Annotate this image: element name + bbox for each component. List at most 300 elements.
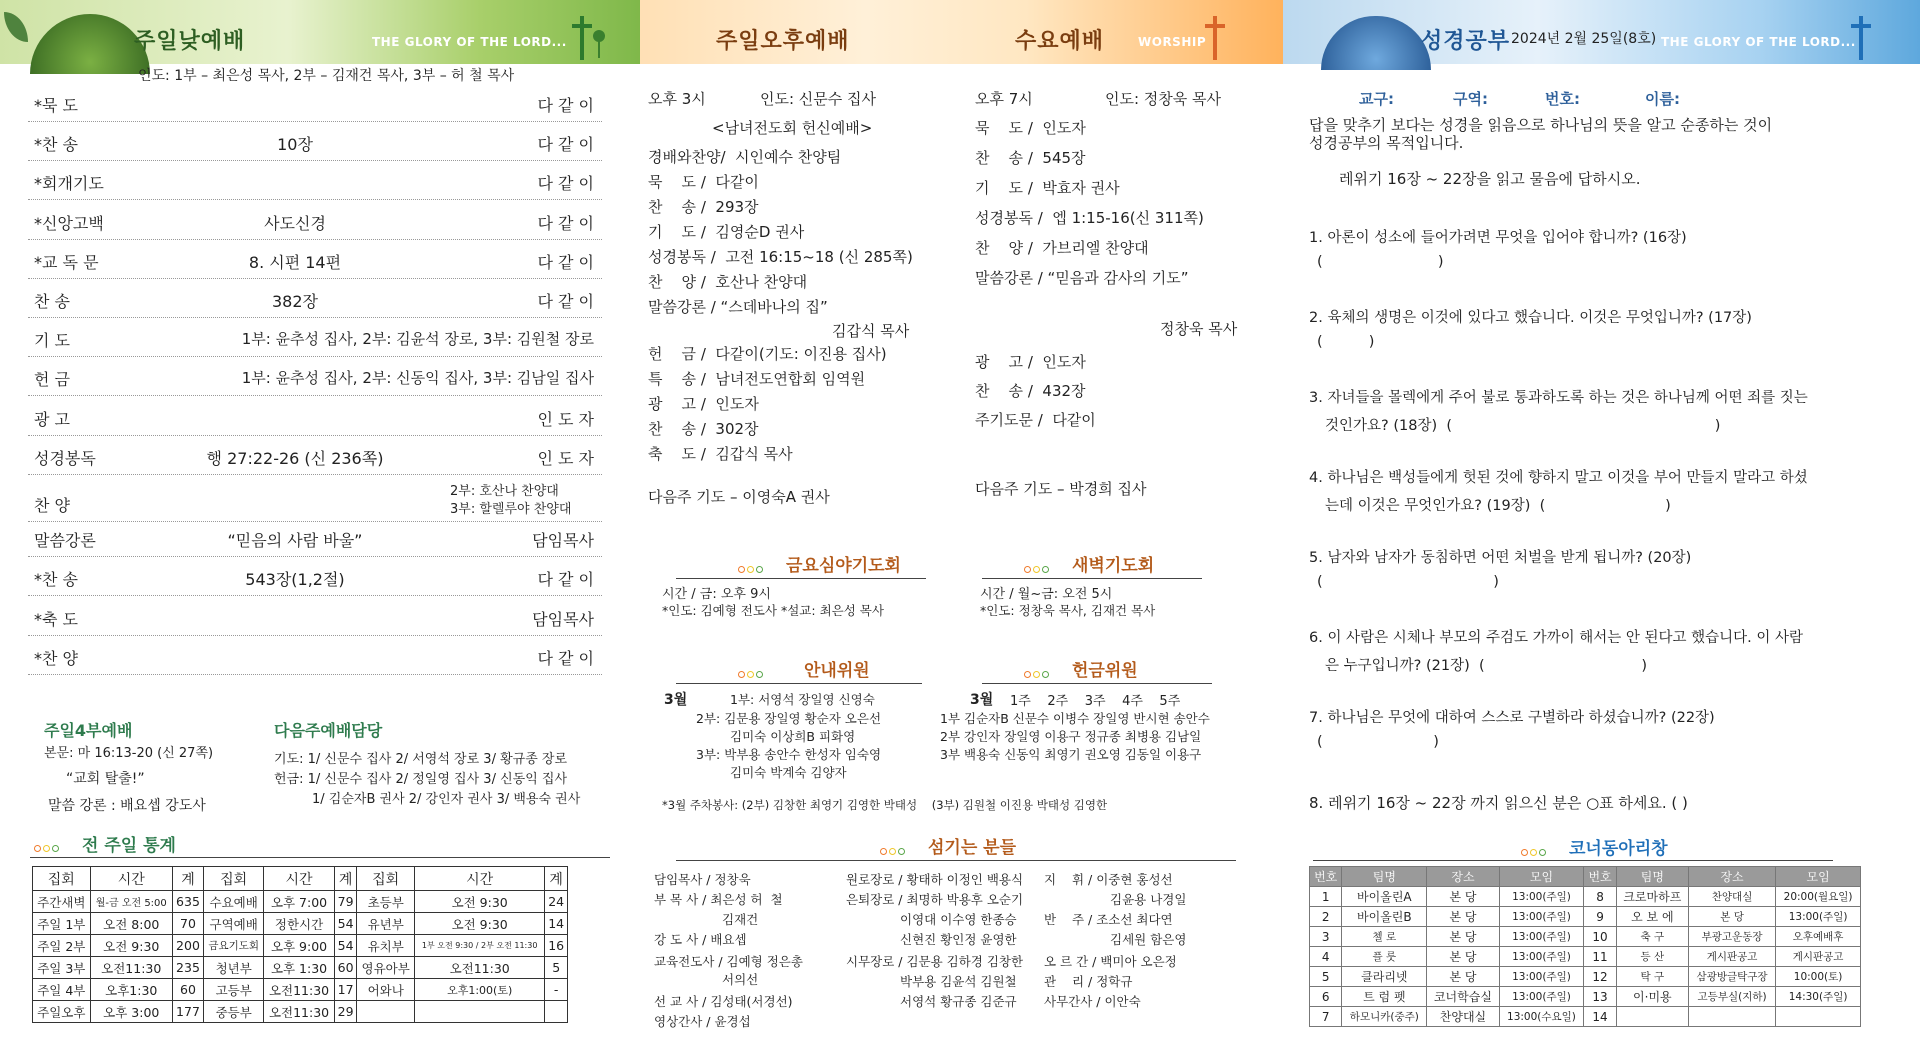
row-content: 1부: 윤추성 집사, 2부: 신동익 집사, 3부: 김남일 집사 bbox=[241, 369, 594, 388]
table-cell: 60 bbox=[172, 979, 203, 1001]
table-row bbox=[33, 867, 568, 891]
table-cell: 4 bbox=[1310, 947, 1342, 967]
serving-line: 시무장로 / 김문용 김하경 김창한 bbox=[846, 954, 1024, 969]
field-name: 이름: bbox=[1645, 90, 1680, 108]
table-cell: 주일 2부 bbox=[33, 935, 91, 957]
order-line: 성경봉독 / 엡 1:15-16(신 311쪽) bbox=[975, 209, 1204, 227]
traffic-dots-icon bbox=[1024, 558, 1052, 568]
row-label: *회개기도 bbox=[34, 174, 104, 194]
dawn-underline bbox=[982, 578, 1202, 579]
cross-statue-icon bbox=[572, 16, 592, 60]
table-cell: 오후 9:00 bbox=[264, 935, 334, 957]
row-label: *찬 송 bbox=[34, 135, 78, 155]
table-cell: 번호 bbox=[1584, 867, 1616, 887]
table-cell: 1부 오전 9:30 / 2부 오전 11:30 bbox=[415, 935, 545, 957]
row-leader: 다 같 이 bbox=[537, 648, 594, 668]
table-cell: 5 bbox=[1310, 967, 1342, 987]
table-cell: 본 당 bbox=[1427, 907, 1499, 927]
table-cell: 635 bbox=[172, 891, 203, 913]
table-cell: 14 bbox=[545, 913, 568, 935]
order-line: 기 도 / 박효자 권사 bbox=[975, 179, 1120, 197]
wednesday-next-prayer: 다음주 기도 – 박경희 집사 bbox=[975, 480, 1147, 498]
table-cell: 오 보 에 bbox=[1616, 907, 1688, 927]
table-cell: 부광고운동장 bbox=[1688, 927, 1775, 947]
table-cell: 하모니카(중주) bbox=[1342, 1007, 1427, 1027]
table-cell bbox=[545, 1001, 568, 1023]
usher-line-2: 2부: 김문용 장일영 황순자 오은선 bbox=[696, 711, 882, 726]
table-cell: 70 bbox=[172, 913, 203, 935]
corner-underline bbox=[1313, 860, 1833, 861]
table-cell: 54 bbox=[334, 935, 357, 957]
next-week-offering-1: 헌금: 1/ 신문수 집사 2/ 정일영 집사 3/ 신동익 집사 bbox=[274, 772, 568, 787]
order-line: 성경봉독 / 고전 16:15~18 (신 285쪽) bbox=[648, 248, 913, 266]
friday-underline bbox=[676, 578, 926, 579]
table-cell: 20:00(월요일) bbox=[1776, 887, 1861, 907]
table-cell: 13:00(주일) bbox=[1499, 967, 1584, 987]
serving-line: 김재건 bbox=[722, 912, 759, 927]
row-label: *찬 송 bbox=[34, 570, 78, 590]
page-title: 주일낮예배 bbox=[134, 29, 246, 54]
worship-row bbox=[28, 397, 602, 436]
afternoon-subtitle: <남녀전도회 헌신예배> bbox=[712, 119, 873, 137]
serving-line: 원로장로 / 황태하 이정인 백용식 bbox=[846, 872, 1024, 887]
answer-line: ( ) bbox=[1317, 254, 1444, 270]
issue-date: 2024년 2월 25일(8호) bbox=[1511, 31, 1657, 47]
table-cell: 오후 3:00 bbox=[90, 1001, 172, 1023]
table-cell: 60 bbox=[334, 957, 357, 979]
question-line: 3. 자녀들을 몰렉에게 주어 불로 통과하도록 하는 것은 하나님께 어떤 죄를 짓는 bbox=[1309, 390, 1808, 406]
table-row bbox=[33, 979, 568, 1001]
question-line: 5. 남자와 남자가 동침하면 어떤 처벌을 받게 됩니까? (20장) bbox=[1309, 550, 1692, 566]
table-row bbox=[33, 957, 568, 979]
table-cell: 13:00(수요일) bbox=[1499, 1007, 1584, 1027]
table-cell: 유치부 bbox=[357, 935, 415, 957]
subtitle: THE GLORY OF THE LORD... bbox=[372, 35, 567, 49]
table-row bbox=[33, 891, 568, 913]
table-cell: 10:00(토) bbox=[1776, 967, 1861, 987]
row-label: 기 도 bbox=[34, 331, 70, 351]
offering-month: 3월 bbox=[970, 692, 994, 708]
usher-line-3b: 김미숙 박계숙 김양자 bbox=[730, 765, 847, 780]
intro-line-1: 답을 맞추기 보다는 성경을 읽음으로 하나님의 뜻을 알고 순종하는 것이 bbox=[1309, 116, 1773, 134]
row-leader: 다 같 이 bbox=[537, 174, 594, 194]
table-cell: 본 당 bbox=[1427, 927, 1499, 947]
table-cell: 이·미용 bbox=[1616, 987, 1688, 1007]
afternoon-wednesday-panel bbox=[640, 0, 1283, 1061]
table-row bbox=[1310, 907, 1861, 927]
question-line: 7. 하나님은 무엇에 대하여 스스로 구별하라 하셨습니까? (22장) bbox=[1309, 710, 1715, 726]
table-row bbox=[1310, 967, 1861, 987]
table-cell: 팀명 bbox=[1342, 867, 1427, 887]
table-cell: 코너학습실 bbox=[1427, 987, 1499, 1007]
table-cell: 16 bbox=[545, 935, 568, 957]
worship-row bbox=[28, 557, 602, 596]
usher-title: 안내위원 bbox=[804, 661, 870, 681]
table-cell: 235 bbox=[172, 957, 203, 979]
table-cell: 본 당 bbox=[1427, 967, 1499, 987]
table-cell: 청년부 bbox=[204, 957, 264, 979]
traffic-dots-icon bbox=[738, 663, 766, 673]
table-cell: 번호 bbox=[1310, 867, 1342, 887]
table-cell: 본 당 bbox=[1427, 947, 1499, 967]
row-label: 광 고 bbox=[34, 409, 70, 429]
traffic-dots-icon bbox=[880, 840, 908, 850]
table-cell: 삼광방글탁구장 bbox=[1688, 967, 1775, 987]
table-cell: 어와나 bbox=[357, 979, 415, 1001]
serving-line: 박부용 김윤석 김원철 bbox=[900, 974, 1017, 989]
anthem-line-1: 2부: 호산나 찬양대 bbox=[450, 484, 559, 499]
order-line: 묵 도 / 다같이 bbox=[648, 173, 759, 191]
table-cell: 오전 9:30 bbox=[90, 935, 172, 957]
table-cell: 주일오후 bbox=[33, 1001, 91, 1023]
answer-line: ( ) bbox=[1317, 574, 1499, 590]
table-row bbox=[1310, 947, 1861, 967]
table-cell: 금요기도회 bbox=[204, 935, 264, 957]
table-cell: 오전 9:30 bbox=[415, 913, 545, 935]
table-cell: 바이올린A bbox=[1342, 887, 1427, 907]
table-cell: 플 룻 bbox=[1342, 947, 1427, 967]
table-cell: 계 bbox=[545, 867, 568, 891]
table-cell: 54 bbox=[334, 913, 357, 935]
serving-line: 반 주 / 조소선 최다연 bbox=[1044, 912, 1173, 927]
serving-line: 강 도 사 / 배요셉 bbox=[654, 932, 747, 947]
question-8: 8. 레위기 16장 ~ 22장 까지 읽으신 분은 ○표 하세요. ( ) bbox=[1309, 794, 1688, 812]
table-row bbox=[33, 935, 568, 957]
traffic-dots-icon bbox=[1024, 663, 1052, 673]
table-cell: 200 bbox=[172, 935, 203, 957]
serving-line: 김윤용 나경일 bbox=[1110, 892, 1187, 907]
answer-line: ( ) bbox=[1317, 334, 1375, 350]
offering-row-2: 2부 강인자 장일영 이용구 정규종 최병용 김남일 bbox=[940, 729, 1202, 744]
table-cell: 13:00(주일) bbox=[1499, 887, 1584, 907]
worship-row bbox=[28, 597, 602, 636]
table-cell: 장소 bbox=[1688, 867, 1775, 887]
afternoon-time: 오후 3시 bbox=[648, 90, 706, 108]
table-cell: 고등부 bbox=[204, 979, 264, 1001]
table-cell: 초등부 bbox=[357, 891, 415, 913]
serving-line: 서의선 bbox=[722, 972, 759, 987]
row-label: *찬 양 bbox=[34, 648, 78, 668]
table-cell: 유년부 bbox=[357, 913, 415, 935]
answer-line: 은 누구입니까? (21장) ( ) bbox=[1325, 658, 1647, 674]
table-cell: 29 bbox=[334, 1001, 357, 1023]
table-cell: 오후1:00(토) bbox=[415, 979, 545, 1001]
wednesday-title: 수요예배 bbox=[1015, 29, 1105, 54]
table-cell: 수요예배 bbox=[204, 891, 264, 913]
field-area: 구역: bbox=[1453, 90, 1488, 108]
row-content: 382장 bbox=[272, 292, 318, 311]
question-line: 4. 하나님은 백성들에게 헛된 것에 향하지 말고 이것을 부어 만들지 말라고 하셨 bbox=[1309, 470, 1808, 486]
serving-line: 은퇴장로 / 최명하 박용후 오순기 bbox=[846, 892, 1024, 907]
cross-statue-icon bbox=[1851, 16, 1871, 60]
intro-line-2: 성경공부의 목적입니다. bbox=[1309, 134, 1464, 152]
worship-row bbox=[28, 357, 602, 396]
table-row bbox=[33, 913, 568, 935]
wednesday-subtitle: WORSHIP bbox=[1138, 35, 1207, 49]
table-cell bbox=[415, 1001, 545, 1023]
serving-line: 김세원 함은영 bbox=[1110, 932, 1187, 947]
order-line: 묵 도 / 인도자 bbox=[975, 119, 1086, 137]
question-line: 1. 아론이 성소에 들어가려면 무엇을 입어야 합니까? (16장) bbox=[1309, 230, 1687, 246]
table-cell: 시간 bbox=[90, 867, 172, 891]
answer-line: 는데 이것은 무엇인가요? (19장) ( ) bbox=[1325, 498, 1671, 514]
serving-line: 신현진 황인정 윤영한 bbox=[900, 932, 1017, 947]
worship-row bbox=[28, 201, 602, 240]
wednesday-time: 오후 7시 bbox=[975, 90, 1033, 108]
table-cell: 정한시간 bbox=[264, 913, 334, 935]
table-row bbox=[1310, 987, 1861, 1007]
wednesday-pastor: 정창욱 목사 bbox=[1160, 320, 1238, 338]
table-cell: 구역예배 bbox=[204, 913, 264, 935]
stats-title: 전 주일 통계 bbox=[82, 836, 176, 856]
table-cell: 집회 bbox=[357, 867, 415, 891]
table-row bbox=[1310, 867, 1861, 887]
table-cell: 클라리넷 bbox=[1342, 967, 1427, 987]
row-content: 1부: 윤추성 집사, 2부: 김윤석 장로, 3부: 김원철 장로 bbox=[241, 330, 594, 349]
table-cell: 중등부 bbox=[204, 1001, 264, 1023]
club-table bbox=[1309, 866, 1861, 1027]
serving-line: 교육전도사 / 김예형 정은총 bbox=[654, 954, 803, 969]
table-cell: 177 bbox=[172, 1001, 203, 1023]
table-cell: 13:00(주일) bbox=[1499, 907, 1584, 927]
table-cell: 1 bbox=[1310, 887, 1342, 907]
table-cell: 79 bbox=[334, 891, 357, 913]
fourth-service-text: 본문: 마 16:13-20 (신 27쪽) bbox=[44, 746, 214, 761]
table-cell: 탁 구 bbox=[1616, 967, 1688, 987]
next-week-title: 다음주예배담당 bbox=[274, 721, 383, 740]
serving-line: 담임목사 / 정창욱 bbox=[654, 872, 751, 887]
cross-statue-icon bbox=[1205, 16, 1225, 60]
order-line: 찬 송 / 293장 bbox=[648, 198, 759, 216]
row-leader: 인 도 자 bbox=[537, 409, 594, 429]
table-cell: 오후 1:30 bbox=[264, 957, 334, 979]
dawn-leaders: *인도: 정창욱 목사, 김재건 목사 bbox=[980, 603, 1156, 618]
friday-prayer-title: 금요심야기도회 bbox=[786, 556, 901, 576]
table-cell: 집회 bbox=[204, 867, 264, 891]
order-line: 광 고 / 인도자 bbox=[975, 353, 1086, 371]
offering-row-3: 3부 백용숙 신동익 최영기 권오영 김동일 이용구 bbox=[940, 747, 1202, 762]
usher-line-1: 1부: 서영석 장일영 신영숙 bbox=[730, 692, 875, 707]
row-label: *교 독 문 bbox=[34, 252, 99, 272]
page-title: 성경공부 bbox=[1421, 29, 1511, 54]
subtitle: THE GLORY OF THE LORD... bbox=[1661, 35, 1856, 49]
table-cell: 17 bbox=[334, 979, 357, 1001]
table-row bbox=[1310, 887, 1861, 907]
table-cell: 7 bbox=[1310, 1007, 1342, 1027]
fourth-service-title: 주일4부예배 bbox=[44, 721, 133, 740]
serving-line: 영상간사 / 윤경섭 bbox=[654, 1014, 751, 1029]
serving-line: 오 르 간 / 백미아 오은정 bbox=[1044, 954, 1177, 969]
next-week-offering-2: 1/ 김순자B 권사 2/ 강인자 권사 3/ 백용숙 권사 bbox=[312, 792, 581, 807]
row-leader: 담임목사 bbox=[532, 609, 594, 629]
table-cell: 8 bbox=[1584, 887, 1616, 907]
traffic-dots-icon bbox=[738, 558, 766, 568]
afternoon-title: 주일오후예배 bbox=[716, 29, 850, 54]
table-cell: 10 bbox=[1584, 927, 1616, 947]
order-line: 특 송 / 남녀전도연합회 임역원 bbox=[648, 370, 866, 388]
attendance-table bbox=[32, 866, 568, 1023]
next-week-prayer: 기도: 1/ 신문수 집사 2/ 서영석 장로 3/ 황규종 장로 bbox=[274, 752, 568, 767]
table-cell: 게시판공고 bbox=[1776, 947, 1861, 967]
usher-line-3: 3부: 박부용 송안수 한성자 임숙영 bbox=[696, 747, 882, 762]
offering-title: 헌금위원 bbox=[1072, 661, 1138, 681]
worship-row bbox=[28, 436, 602, 475]
row-label: 찬 양 bbox=[34, 496, 70, 515]
serving-line: 관 리 / 정학규 bbox=[1044, 974, 1133, 989]
tree-icon bbox=[592, 28, 606, 58]
offering-header: 1주 2주 3주 4주 5주 bbox=[1010, 694, 1181, 709]
table-cell: 13:00(주일) bbox=[1499, 927, 1584, 947]
worship-row bbox=[28, 83, 602, 122]
field-number: 번호: bbox=[1545, 90, 1580, 108]
row-leader: 담임목사 bbox=[532, 531, 594, 551]
table-cell: 게시판공고 bbox=[1688, 947, 1775, 967]
table-cell: 팀명 bbox=[1616, 867, 1688, 887]
table-cell: 본 당 bbox=[1427, 887, 1499, 907]
order-line: 찬 양 / 호산나 찬양대 bbox=[648, 273, 808, 291]
table-cell: 본 당 bbox=[1688, 907, 1775, 927]
row-label: *묵 도 bbox=[34, 96, 78, 115]
serving-line: 지 휘 / 이중현 홍성선 bbox=[1044, 872, 1173, 887]
usher-underline bbox=[676, 683, 922, 684]
question-line: 6. 이 사람은 시체나 부모의 주검도 가까이 해서는 안 된다고 했습니다. 이 사람 bbox=[1309, 630, 1803, 646]
table-cell: 등 산 bbox=[1616, 947, 1688, 967]
table-cell: 12 bbox=[1584, 967, 1616, 987]
serving-underline bbox=[676, 860, 1236, 861]
order-line: 기 도 / 김영순D 권사 bbox=[648, 223, 805, 241]
afternoon-leader: 인도: 신문수 집사 bbox=[760, 90, 877, 108]
order-line: 말씀강론 / “믿음과 감사의 기도” bbox=[975, 269, 1189, 287]
row-content: 8. 시편 14편 bbox=[248, 252, 342, 272]
table-cell bbox=[1616, 1007, 1688, 1027]
order-line: 광 고 / 인도자 bbox=[648, 395, 759, 413]
table-cell: 축 구 bbox=[1616, 927, 1688, 947]
table-row bbox=[33, 1001, 568, 1023]
table-cell: 오후1:30 bbox=[90, 979, 172, 1001]
table-cell: 장소 bbox=[1427, 867, 1499, 887]
worship-row bbox=[28, 279, 602, 318]
worship-row bbox=[28, 636, 602, 675]
table-cell: 오전 9:30 bbox=[415, 891, 545, 913]
order-line: 헌 금 / 다같이(기도: 이진용 집사) bbox=[648, 345, 887, 363]
friday-leaders: *인도: 김예형 전도사 *설교: 최은성 목사 bbox=[662, 603, 884, 618]
serving-line: 사무간사 / 이안숙 bbox=[1044, 994, 1141, 1009]
table-cell: 11 bbox=[1584, 947, 1616, 967]
table-cell: 고등부실(지하) bbox=[1688, 987, 1775, 1007]
field-district: 교구: bbox=[1359, 90, 1394, 108]
table-cell: 집회 bbox=[33, 867, 91, 891]
table-cell: 14 bbox=[1584, 1007, 1616, 1027]
serving-line: 이영대 이수영 한종승 bbox=[900, 912, 1017, 927]
leaders-line: 인도: 1부 – 최은성 목사, 2부 – 김재건 목사, 3부 – 허 철 목사 bbox=[138, 68, 515, 84]
table-cell: 계 bbox=[172, 867, 203, 891]
serving-line: 부 목 사 / 최은성 허 철 bbox=[654, 892, 783, 907]
table-cell: 2 bbox=[1310, 907, 1342, 927]
table-cell: 주간새벽 bbox=[33, 891, 91, 913]
table-cell: 시간 bbox=[415, 867, 545, 891]
row-leader: 다 같 이 bbox=[537, 292, 594, 311]
row-label: 성경봉독 bbox=[34, 448, 96, 468]
row-label: 헌 금 bbox=[34, 370, 70, 390]
table-cell: - bbox=[545, 979, 568, 1001]
table-cell: 오전11:30 bbox=[264, 979, 334, 1001]
table-cell: 모임 bbox=[1499, 867, 1584, 887]
row-content: 543장(1,2절) bbox=[245, 570, 345, 590]
table-cell: 오후예배후 bbox=[1776, 927, 1861, 947]
table-cell bbox=[1688, 1007, 1775, 1027]
serving-title: 섬기는 분들 bbox=[928, 838, 1017, 858]
table-cell: 오전11:30 bbox=[90, 957, 172, 979]
sunday-morning-panel bbox=[0, 0, 640, 1061]
table-cell: 영유아부 bbox=[357, 957, 415, 979]
instruction: 레위기 16장 ~ 22장을 읽고 물음에 답하시오. bbox=[1339, 170, 1641, 188]
table-cell: 시간 bbox=[264, 867, 334, 891]
order-line: 찬 송 / 302장 bbox=[648, 420, 759, 438]
row-label: *축 도 bbox=[34, 609, 78, 629]
row-content: 10장 bbox=[277, 135, 313, 155]
row-content: “믿음의 사람 바울” bbox=[227, 531, 363, 551]
table-cell: 오전11:30 bbox=[415, 957, 545, 979]
table-cell: 24 bbox=[545, 891, 568, 913]
table-cell: 3 bbox=[1310, 927, 1342, 947]
table-cell: 14:30(주일) bbox=[1776, 987, 1861, 1007]
table-cell: 6 bbox=[1310, 987, 1342, 1007]
table-cell: 월-금 오전 5:00 bbox=[90, 891, 172, 913]
table-cell: 트 럼 펫 bbox=[1342, 987, 1427, 1007]
dawn-prayer-title: 새벽기도회 bbox=[1072, 556, 1155, 576]
row-label: *신앙고백 bbox=[34, 213, 104, 233]
worship-row bbox=[28, 122, 602, 161]
afternoon-next-prayer: 다음주 기도 – 이영숙A 권사 bbox=[648, 488, 830, 506]
row-leader: 다 같 이 bbox=[537, 96, 594, 115]
answer-line: 것인가요? (18장) ( ) bbox=[1325, 418, 1721, 434]
table-row bbox=[1310, 927, 1861, 947]
row-content: 사도신경 bbox=[264, 213, 326, 233]
fourth-service-speaker: 말씀 강론 : 배요셉 강도사 bbox=[48, 798, 206, 814]
table-cell: 찬양대실 bbox=[1427, 1007, 1499, 1027]
table-cell: 오전11:30 bbox=[264, 1001, 334, 1023]
row-leader: 다 같 이 bbox=[537, 570, 594, 590]
row-content: 행 27:22-26 (신 236쪽) bbox=[206, 448, 384, 468]
traffic-dots-icon bbox=[1521, 841, 1549, 851]
offering-row-1: 1부 김순자B 신문수 이병수 장일영 반시현 송안수 bbox=[940, 711, 1210, 726]
table-cell: 9 bbox=[1584, 907, 1616, 927]
offering-underline bbox=[982, 683, 1212, 684]
serving-line: 서영석 황규종 김준규 bbox=[900, 994, 1017, 1009]
parking-volunteers: *3월 주차봉사: (2부) 김창한 최영기 김영한 박태성 (3부) 김원철 이진용 박태성 김영한 bbox=[662, 798, 1108, 812]
corner-title: 코너동아리창 bbox=[1569, 839, 1668, 859]
friday-time: 시간 / 금: 오후 9시 bbox=[662, 587, 771, 602]
usher-month: 3월 bbox=[664, 692, 688, 708]
order-line: 말씀강론 / “스데바나의 집” bbox=[648, 298, 828, 316]
table-cell: 5 bbox=[545, 957, 568, 979]
table-cell: 바이올린B bbox=[1342, 907, 1427, 927]
table-cell: 계 bbox=[334, 867, 357, 891]
table-cell: 오후 7:00 bbox=[264, 891, 334, 913]
table-cell: 주일 1부 bbox=[33, 913, 91, 935]
dawn-time: 시간 / 월~금: 오전 5시 bbox=[980, 587, 1113, 602]
worship-row bbox=[28, 318, 602, 357]
table-cell: 찬양대실 bbox=[1688, 887, 1775, 907]
row-leader: 다 같 이 bbox=[537, 213, 594, 233]
row-leader: 다 같 이 bbox=[537, 252, 594, 272]
table-cell: 13:00(주일) bbox=[1776, 907, 1861, 927]
order-line: 찬 송 / 545장 bbox=[975, 149, 1086, 167]
table-cell: 13 bbox=[1584, 987, 1616, 1007]
question-line: 2. 육체의 생명은 이것에 있다고 했습니다. 이것은 무엇입니까? (17장) bbox=[1309, 310, 1752, 326]
order-line: 축 도 / 김갑식 목사 bbox=[648, 445, 793, 463]
bible-study-panel bbox=[1283, 0, 1920, 1061]
